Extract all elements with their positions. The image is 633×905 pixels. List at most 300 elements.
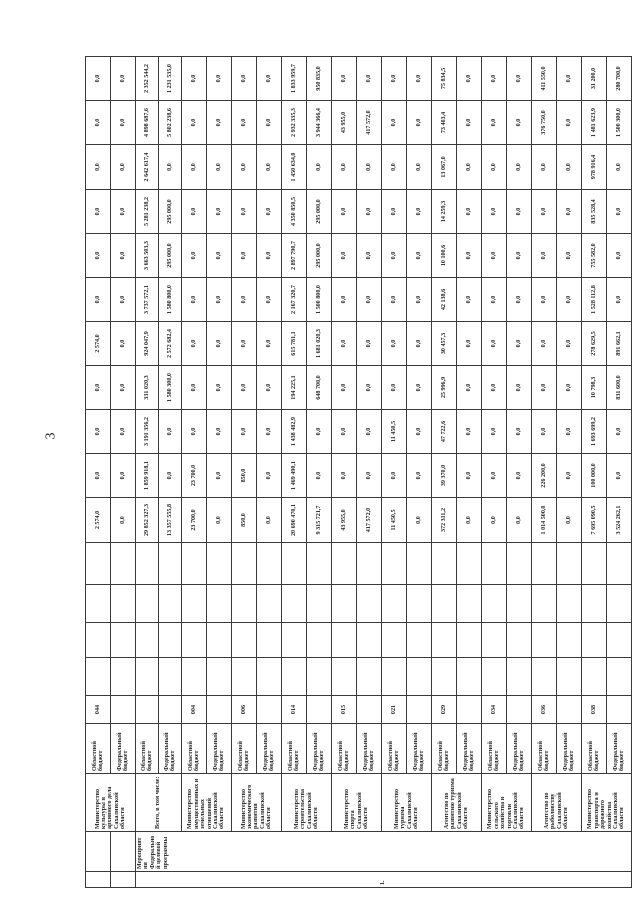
budget-table-area (85, 18, 626, 888)
budget-table (85, 14, 632, 888)
amount-cell: 0,0 (182, 322, 207, 366)
amount-cell: 376 750,0 (532, 101, 557, 145)
amount-cell: 1 580 800,0 (159, 278, 182, 322)
empty-cell (282, 623, 307, 658)
empty-cell (207, 585, 232, 623)
funding-source: Федеральный бюджет (307, 724, 332, 774)
rotated-table-frame (85, 18, 626, 888)
funding-source: Федеральный бюджет (159, 724, 182, 774)
amount-cell: 3 191 356,2 (136, 410, 159, 454)
amount-cell: 0,0 (407, 322, 432, 366)
amount-cell: 372 311,2 (432, 498, 457, 543)
table-row (332, 15, 357, 888)
amount-cell: 417 572,0 (357, 101, 382, 145)
amount-cell: 0,0 (86, 410, 111, 454)
amount-cell: 23 700,0 (182, 498, 207, 543)
funding-source: Областной бюджет (136, 724, 159, 774)
executor-cell: Министерство экономического развития Сахалинской области (232, 774, 282, 832)
empty-cell (182, 658, 207, 696)
executor-cell: Всего, в том числе: (136, 774, 182, 832)
amount-cell: 0,0 (111, 101, 136, 145)
empty-cell (332, 658, 357, 696)
amount-cell: 0,0 (557, 190, 582, 234)
empty-cell (482, 623, 507, 658)
measure-title: Мероприятия Федеральной целевой программы (136, 832, 632, 872)
table-row (407, 15, 432, 888)
empty-cell (457, 543, 482, 585)
amount-cell: 295 000,0 (159, 234, 182, 278)
empty-cell (282, 658, 307, 696)
funding-source: Федеральный бюджет (257, 724, 282, 774)
measure-cell (111, 832, 136, 872)
empty-cell (207, 658, 232, 696)
amount-cell: 0,0 (257, 234, 282, 278)
empty-cell (136, 585, 159, 623)
empty-cell (507, 585, 532, 623)
amount-cell: 417 572,0 (357, 498, 382, 543)
amount-cell: 2 352 544,2 (136, 57, 159, 101)
empty-cell (182, 585, 207, 623)
empty-cell (332, 623, 357, 658)
empty-cell (482, 585, 507, 623)
table-row (159, 15, 182, 888)
empty-cell (357, 543, 382, 585)
empty-cell (532, 543, 557, 585)
budget-code: 015 (332, 696, 357, 724)
executor-cell: Министерство спорта Сахалинской области (332, 774, 382, 832)
amount-cell: 0,0 (86, 101, 111, 145)
amount-cell: 0,0 (557, 57, 582, 101)
amount-cell: 0,0 (159, 454, 182, 498)
funding-source: Областной бюджет (282, 724, 307, 774)
table-row (482, 15, 507, 888)
amount-cell: 0,0 (382, 234, 407, 278)
amount-cell: 0,0 (507, 322, 532, 366)
amount-cell: 0,0 (507, 498, 532, 543)
amount-cell: 0,0 (159, 145, 182, 190)
amount-cell: 0,0 (532, 190, 557, 234)
amount-cell: 978 916,4 (582, 145, 607, 190)
empty-cell (232, 585, 257, 623)
budget-code: 006 (232, 696, 257, 724)
executor-cell: Министерство имущественных и земельных отношений Сахалинской области (182, 774, 232, 832)
amount-cell: 0,0 (357, 366, 382, 410)
amount-cell: 0,0 (257, 454, 282, 498)
empty-cell (357, 623, 382, 658)
amount-cell: 0,0 (307, 145, 332, 190)
empty-cell (257, 623, 282, 658)
measure-cell (86, 832, 111, 872)
budget-code (257, 696, 282, 724)
amount-cell: 0,0 (507, 234, 532, 278)
amount-cell: 0,0 (457, 410, 482, 454)
amount-cell: 0,0 (457, 57, 482, 101)
amount-cell: 0,0 (607, 278, 632, 322)
amount-cell: 0,0 (332, 366, 357, 410)
amount-cell: 0,0 (111, 234, 136, 278)
empty-cell (257, 658, 282, 696)
amount-cell: 0,0 (357, 57, 382, 101)
funding-source: Федеральный бюджет (507, 724, 532, 774)
amount-cell: 0,0 (307, 454, 332, 498)
amount-cell: 0,0 (86, 234, 111, 278)
budget-code (407, 696, 432, 724)
amount-cell: 0,0 (257, 101, 282, 145)
amount-cell: 0,0 (182, 57, 207, 101)
table-row (357, 15, 382, 888)
amount-cell: 0,0 (557, 498, 582, 543)
empty-cell (457, 658, 482, 696)
amount-cell: 0,0 (407, 454, 432, 498)
amount-cell: 0,0 (332, 190, 357, 234)
empty-cell (582, 658, 607, 696)
empty-cell (182, 543, 207, 585)
budget-code: 034 (482, 696, 507, 724)
amount-cell: 0,0 (482, 101, 507, 145)
amount-cell: 0,0 (182, 234, 207, 278)
amount-cell: 0,0 (382, 278, 407, 322)
amount-cell: 2 574,0 (86, 322, 111, 366)
empty-cell (86, 623, 111, 658)
amount-cell: 0,0 (607, 145, 632, 190)
budget-code (457, 696, 482, 724)
funding-source: Федеральный бюджет (407, 724, 432, 774)
table-row (207, 15, 232, 888)
amount-cell: 0,0 (407, 366, 432, 410)
empty-cell (232, 623, 257, 658)
amount-cell: 0,0 (457, 322, 482, 366)
amount-cell: 47 722,6 (432, 410, 457, 454)
executor-cell: Министерство туризма Сахалинской области (382, 774, 432, 832)
amount-cell: 0,0 (257, 57, 282, 101)
empty-cell (257, 585, 282, 623)
amount-cell: 0,0 (457, 234, 482, 278)
amount-cell: 5 802 238,6 (159, 101, 182, 145)
table-row (307, 15, 332, 888)
amount-cell: 0,0 (457, 190, 482, 234)
empty-cell (482, 658, 507, 696)
amount-cell: 0,0 (482, 145, 507, 190)
amount-cell: 0,0 (557, 322, 582, 366)
amount-cell: 0,0 (111, 278, 136, 322)
budget-code: 038 (582, 696, 607, 724)
amount-cell: 39 370,0 (432, 454, 457, 498)
amount-cell: 278 629,5 (582, 322, 607, 366)
empty-cell (432, 623, 457, 658)
amount-cell: 0,0 (557, 101, 582, 145)
amount-cell: 0,0 (257, 366, 282, 410)
executor-cell: Министерство транспорта и дорожного хозяйства Сахалинской области (582, 774, 632, 832)
amount-cell: 1 469 490,1 (282, 454, 307, 498)
amount-cell: 850,0 (232, 454, 257, 498)
amount-cell: 0,0 (111, 498, 136, 543)
amount-cell: 0,0 (382, 322, 407, 366)
amount-cell: 1 500 800,0 (307, 278, 332, 322)
empty-cell (532, 585, 557, 623)
amount-cell: 0,0 (482, 498, 507, 543)
budget-code (207, 696, 232, 724)
amount-cell: 0,0 (457, 145, 482, 190)
amount-cell: 226 200,0 (532, 454, 557, 498)
amount-cell: 0,0 (482, 57, 507, 101)
amount-cell: 0,0 (332, 410, 357, 454)
amount-cell: 0,0 (182, 278, 207, 322)
funding-source: Областной бюджет (232, 724, 257, 774)
empty-cell (432, 585, 457, 623)
amount-cell: 20 690 470,1 (282, 498, 307, 543)
table-row (282, 15, 307, 888)
amount-cell: 11 450,5 (382, 498, 407, 543)
table-row (382, 15, 407, 888)
amount-cell: 0,0 (457, 366, 482, 410)
amount-cell: 0,0 (232, 145, 257, 190)
empty-cell (607, 658, 632, 696)
amount-cell: 0,0 (207, 234, 232, 278)
amount-cell: 0,0 (357, 322, 382, 366)
amount-cell: 194 225,1 (282, 366, 307, 410)
amount-cell: 43 955,0 (332, 498, 357, 543)
amount-cell: 0,0 (111, 190, 136, 234)
amount-cell: 0,0 (86, 454, 111, 498)
amount-cell: 0,0 (357, 145, 382, 190)
amount-cell: 0,0 (607, 190, 632, 234)
amount-cell: 25 996,9 (432, 366, 457, 410)
amount-cell: 0,0 (86, 190, 111, 234)
executor-cell: Агентство по развитию туризма Сахалинской области (432, 774, 482, 832)
amount-cell: 0,0 (507, 366, 532, 410)
empty-cell (407, 543, 432, 585)
budget-code (607, 696, 632, 724)
amount-cell: 0,0 (357, 410, 382, 454)
amount-cell: 0,0 (482, 278, 507, 322)
amount-cell: 0,0 (111, 145, 136, 190)
amount-cell: 0,0 (407, 190, 432, 234)
amount-cell: 0,0 (382, 454, 407, 498)
amount-cell: 0,0 (557, 410, 582, 454)
empty-cell (111, 585, 136, 623)
table-row (232, 15, 257, 888)
amount-cell: 0,0 (482, 454, 507, 498)
amount-cell: 0,0 (332, 234, 357, 278)
funding-source: Федеральный бюджет (557, 724, 582, 774)
table-row (432, 15, 457, 888)
empty-cell (332, 543, 357, 585)
empty-cell (307, 543, 332, 585)
empty-cell (136, 543, 159, 585)
amount-cell: 2 167 320,7 (282, 278, 307, 322)
amount-cell: 0,0 (357, 278, 382, 322)
empty-cell (357, 585, 382, 623)
empty-cell (507, 543, 532, 585)
empty-cell (557, 585, 582, 623)
amount-cell: 0,0 (532, 278, 557, 322)
amount-cell: 0,0 (357, 234, 382, 278)
empty-cell (532, 623, 557, 658)
amount-cell: 13 067,0 (432, 145, 457, 190)
amount-cell: 0,0 (482, 410, 507, 454)
amount-cell: 0,0 (86, 278, 111, 322)
empty-cell (282, 585, 307, 623)
amount-cell: 0,0 (207, 454, 232, 498)
amount-cell: 0,0 (557, 366, 582, 410)
amount-cell: 0,0 (232, 234, 257, 278)
empty-cell (457, 585, 482, 623)
empty-cell (86, 658, 111, 696)
amount-cell: 0,0 (382, 57, 407, 101)
amount-cell: 0,0 (207, 366, 232, 410)
funding-source: Областной бюджет (182, 724, 207, 774)
amount-cell: 0,0 (182, 410, 207, 454)
amount-cell: 2 574,0 (86, 498, 111, 543)
amount-cell: 2 932 335,3 (282, 101, 307, 145)
table-row (111, 15, 136, 888)
amount-cell: 0,0 (257, 410, 282, 454)
funding-source: Федеральный бюджет (207, 724, 232, 774)
amount-cell: 0,0 (111, 366, 136, 410)
amount-cell: 891 662,1 (607, 322, 632, 366)
amount-cell: 648 700,0 (307, 366, 332, 410)
amount-cell: 1 693 699,2 (582, 410, 607, 454)
amount-cell: 9 315 721,7 (307, 498, 332, 543)
amount-cell: 1 833 959,7 (282, 57, 307, 101)
empty-cell (582, 585, 607, 623)
amount-cell: 295 000,0 (307, 190, 332, 234)
amount-cell: 0,0 (507, 410, 532, 454)
funding-source: Областной бюджет (382, 724, 407, 774)
amount-cell: 0,0 (507, 145, 532, 190)
amount-cell: 3 737 572,1 (136, 278, 159, 322)
amount-cell: 43 955,0 (332, 101, 357, 145)
amount-cell: 295 000,0 (159, 190, 182, 234)
empty-cell (432, 543, 457, 585)
empty-cell (307, 623, 332, 658)
amount-cell: 0,0 (507, 101, 532, 145)
amount-cell: 0,0 (182, 366, 207, 410)
amount-cell: 0,0 (207, 190, 232, 234)
table-row (257, 15, 282, 888)
table-row (582, 15, 607, 888)
amount-cell: 0,0 (182, 190, 207, 234)
amount-cell: 0,0 (557, 278, 582, 322)
amount-cell: 0,0 (257, 278, 282, 322)
amount-cell: 0,0 (457, 101, 482, 145)
amount-cell: 0,0 (557, 145, 582, 190)
empty-cell (111, 543, 136, 585)
amount-cell: 1 481 623,9 (582, 101, 607, 145)
amount-cell: 0,0 (159, 410, 182, 454)
amount-cell: 0,0 (407, 145, 432, 190)
amount-cell: 0,0 (482, 234, 507, 278)
amount-cell: 0,0 (607, 410, 632, 454)
amount-cell: 0,0 (257, 498, 282, 543)
empty-cell (607, 623, 632, 658)
amount-cell: 23 700,0 (182, 454, 207, 498)
empty-cell (111, 623, 136, 658)
amount-cell: 835 528,4 (582, 190, 607, 234)
budget-code: 029 (432, 696, 457, 724)
amount-cell: 2 897 790,7 (282, 234, 307, 278)
amount-cell: 0,0 (407, 234, 432, 278)
amount-cell: 0,0 (482, 322, 507, 366)
amount-cell: 1 231 535,0 (159, 57, 182, 101)
amount-cell: 1 859 918,1 (136, 454, 159, 498)
table-row (182, 15, 207, 888)
empty-cell (382, 585, 407, 623)
empty-cell (382, 658, 407, 696)
amount-cell: 3 524 262,1 (607, 498, 632, 543)
amount-cell: 0,0 (332, 145, 357, 190)
amount-cell: 0,0 (557, 234, 582, 278)
amount-cell: 0,0 (307, 410, 332, 454)
amount-cell: 755 582,0 (582, 234, 607, 278)
table-row (457, 15, 482, 888)
amount-cell: 0,0 (111, 322, 136, 366)
table-row (507, 15, 532, 888)
empty-cell (111, 658, 136, 696)
amount-cell: 1 500 300,0 (607, 101, 632, 145)
amount-cell: 0,0 (332, 278, 357, 322)
empty-cell (86, 585, 111, 623)
amount-cell: 0,0 (207, 145, 232, 190)
empty-cell (582, 543, 607, 585)
amount-cell: 0,0 (357, 190, 382, 234)
amount-cell: 0,0 (111, 454, 136, 498)
amount-cell: 100 000,0 (582, 454, 607, 498)
amount-cell: 0,0 (532, 410, 557, 454)
amount-cell: 0,0 (407, 101, 432, 145)
amount-cell: 4 898 687,6 (136, 101, 159, 145)
amount-cell: 0,0 (257, 190, 282, 234)
amount-cell: 42 138,6 (432, 278, 457, 322)
amount-cell: 0,0 (507, 278, 532, 322)
amount-cell: 11 450,5 (382, 410, 407, 454)
amount-cell: 0,0 (111, 57, 136, 101)
empty-cell (136, 658, 159, 696)
amount-cell: 0,0 (232, 57, 257, 101)
executor-cell: Министерство культуры и архивного дела Сахалинской области (86, 774, 136, 832)
amount-cell: 0,0 (232, 101, 257, 145)
amount-cell: 10 100,6 (432, 234, 457, 278)
budget-code (507, 696, 532, 724)
empty-cell (557, 623, 582, 658)
budget-code (159, 696, 182, 724)
amount-cell: 0,0 (482, 366, 507, 410)
amount-cell: 831 600,0 (607, 366, 632, 410)
amount-cell: 0,0 (507, 190, 532, 234)
funding-source: Областной бюджет (432, 724, 457, 774)
table-row (86, 15, 111, 888)
amount-cell: 30 457,3 (432, 322, 457, 366)
amount-cell: 0,0 (532, 234, 557, 278)
empty-cell (407, 623, 432, 658)
empty-cell (182, 623, 207, 658)
empty-cell (232, 658, 257, 696)
amount-cell: 1 014 500,0 (532, 498, 557, 543)
amount-cell: 73 403,4 (432, 101, 457, 145)
amount-cell: 0,0 (457, 454, 482, 498)
amount-cell: 1 450 634,0 (282, 145, 307, 190)
amount-cell: 2 572 682,4 (159, 322, 182, 366)
row-index: 1. (136, 872, 632, 888)
empty-cell (232, 543, 257, 585)
funding-source: Федеральный бюджет (607, 724, 632, 774)
amount-cell: 0,0 (332, 57, 357, 101)
budget-code: 021 (382, 696, 407, 724)
empty-cell (357, 658, 382, 696)
amount-cell: 0,0 (232, 366, 257, 410)
budget-code (307, 696, 332, 724)
amount-cell: 0,0 (332, 322, 357, 366)
